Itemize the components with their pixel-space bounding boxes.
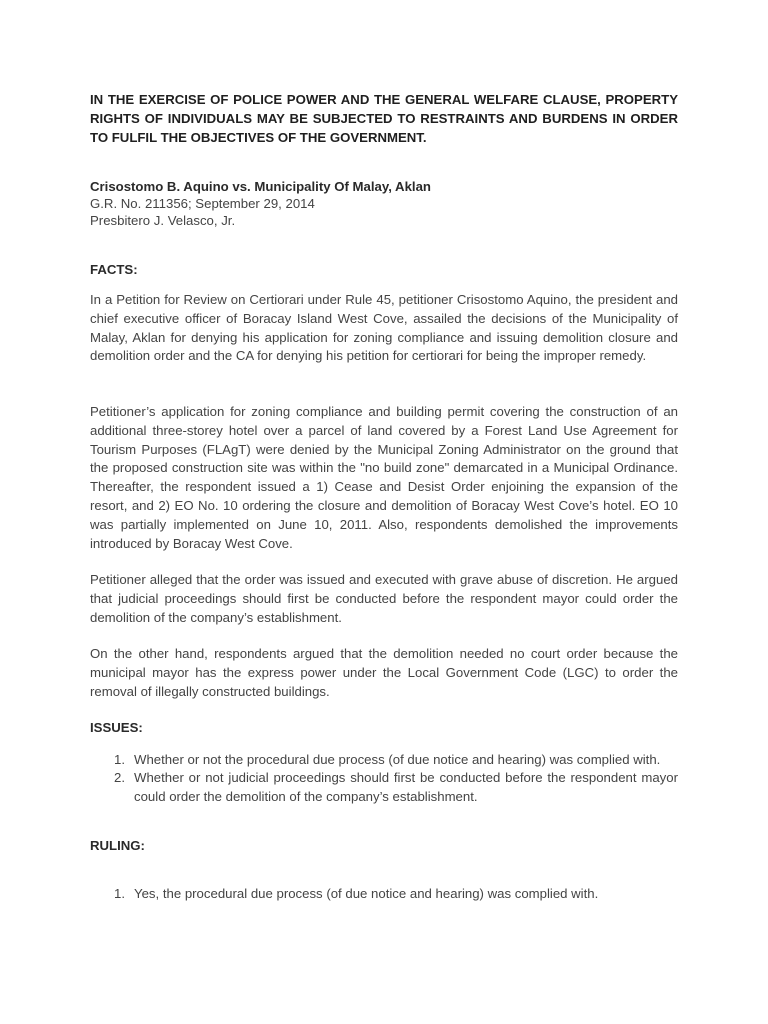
issues-list — [90, 751, 678, 806]
facts-paragraph: In a Petition for Review on Certiorari under Rule 45, petitioner Crisostomo Aquino, the president and chief executive officer of Boracay Island West Cove, assailed the decisions of the Municipality of Malay, Aklan for denying his application for zoning compliance and issuing demolition closure and demolition order and the CA for denying his petition for certiorari for being the improper remedy. — [90, 292, 678, 364]
issue-text: Whether or not judicial proceedings should first be conducted before the respondent mayor could order the demolition of the company’s establishment. — [134, 770, 678, 804]
list-item — [90, 769, 678, 806]
list-item — [90, 751, 678, 769]
facts-paragraph: On the other hand, respondents argued that the demolition needed no court order because the municipal mayor has the express power under the Local Government Code (LGC) to order the removal of illegally constructed buildings. — [90, 646, 678, 699]
case-name: Crisostomo B. Aquino vs. Municipality Of Malay, Aklan — [90, 179, 431, 194]
ruling-text: Yes, the procedural due process (of due notice and hearing) was complied with. — [134, 886, 599, 901]
case-citation — [90, 178, 678, 229]
document-title: IN THE EXERCISE OF POLICE POWER AND THE GENERAL WELFARE CLAUSE, PROPERTY RIGHTS OF INDIVIDUALS MAY BE SUBJECTED TO RESTRAINTS AND BURDENS IN ORDER TO FULFIL THE OBJECTIVES OF THE GOVERNMENT. — [90, 92, 678, 145]
issue-text: Whether or not the procedural due process (of due notice and hearing) was complied with. — [134, 752, 661, 767]
list-number: 1. — [114, 752, 125, 767]
facts-paragraph: Petitioner’s application for zoning compliance and building permit covering the construction of an additional three-storey hotel over a parcel of land covered by a Forest Land Use Agreement for Tourism Purposes (FLAgT) were denied by the Municipal Zoning Administrator on the ground that the proposed construction site was within the "no build zone" demarcated in a Municipal Ordinance. Thereafter, the respondent issued a 1) Cease and Desist Order enjoining the expansion of the resort, and 2) EO No. 10 ordering the closure and demolition of Boracay West Cove’s hotel. EO 10 was partially implemented on June 10, 2011. Also, respondents demolished the improvements introduced by Boracay West Cove. — [90, 404, 678, 551]
facts-heading: FACTS: — [90, 262, 138, 277]
issues-heading: ISSUES: — [90, 720, 143, 735]
case-ponente: Presbitero J. Velasco, Jr. — [90, 213, 236, 228]
ruling-heading: RULING: — [90, 838, 145, 853]
list-number: 1. — [114, 886, 125, 901]
list-number: 2. — [114, 770, 125, 786]
facts-paragraph: Petitioner alleged that the order was issued and executed with grave abuse of discretion. He argued that judicial proceedings should first be conducted before the respondent mayor could order the demolition of the company’s establishment. — [90, 572, 678, 625]
case-gr-number: G.R. No. 211356; September 29, 2014 — [90, 196, 315, 211]
list-item — [90, 885, 678, 903]
ruling-list — [90, 885, 678, 903]
